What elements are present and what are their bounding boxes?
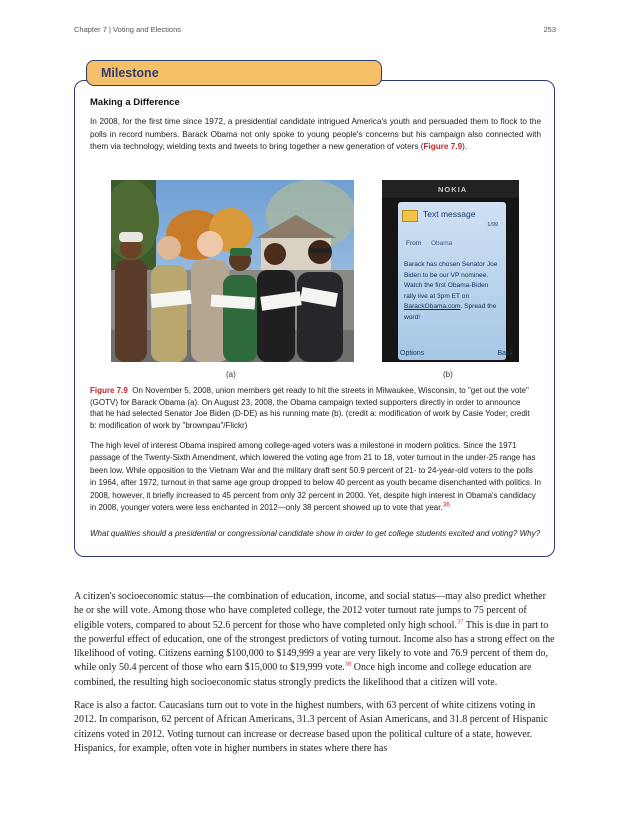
- figure-link[interactable]: Figure 7.9: [423, 142, 463, 152]
- intro-end: ).: [462, 142, 468, 152]
- message-text: Barack has chosen Senator Joe Biden to be our VP nominee. Watch the first Obama-Biden rally live at 3pm ET on: [404, 261, 498, 300]
- p1-text-c: Once high income and college education are combined, the resulting high socioeconomic status strongly predicts the likelihood that a citizen will vote.: [74, 662, 532, 688]
- message-from-row: [406, 240, 452, 247]
- message-header-title: Text message: [423, 209, 476, 219]
- phone-softkey-back: Back: [497, 350, 513, 357]
- message-header-bar: [398, 206, 506, 230]
- phone-top-bezel: [382, 180, 519, 198]
- photo-union-members: [111, 180, 354, 362]
- footnote-ref-37[interactable]: 37: [456, 618, 464, 626]
- phone-softkey-options: Options: [400, 350, 425, 357]
- milestone-body: [90, 440, 541, 514]
- paragraph-race: Race is also a factor. Caucasians turn out to vote in the highest numbers, with 63 percent of white citizens voting in 2012. In comparison, 62 percent of African Americans, 31.3 percent of Asian Americans, and 31.8 percent of Hispanic citizens voted in 2012. Voting turnout can increase or decrease based upon the political culture of a state, however. Hispanics, for example, often vote in higher numbers in states where there has: [74, 700, 549, 754]
- from-label: From: [406, 240, 422, 247]
- milestone-intro: [90, 116, 541, 154]
- milestone-tab: [86, 60, 382, 86]
- figure-caption-label: Figure 7.9: [90, 386, 128, 395]
- footnote-ref-36[interactable]: 36: [442, 501, 450, 509]
- message-body: [404, 260, 502, 323]
- phone-brand: NOKIA: [438, 185, 468, 194]
- paragraph-socioeconomic: [74, 590, 556, 690]
- p1-text-b: This is due in part to the powerful effect of education, one of the strongest predictors of voting turnout. Income also has a strong effect on the likelihood of voting. Citizens earning $100,000 to $149,999 a year are very likely to vote and 76.9 percent of them do, while only 50.4 percent of those who earn $15,000 to $19,999 vote.: [74, 619, 555, 674]
- photo-phone-text-message: [382, 180, 519, 362]
- footnote-ref-38[interactable]: 38: [344, 661, 352, 669]
- running-header-page-number: 253: [543, 25, 556, 34]
- milestone-tab-label: Milestone: [101, 66, 159, 80]
- figure-caption: [90, 385, 535, 431]
- message-text-end: . Spread the word!: [404, 303, 497, 321]
- intro-text: In 2008, for the first time since 1972, a presidential candidate intrigued America's youth and persuaded them to flock to the polls in record numbers. Barack Obama not only spoke to young people's concerns but his campaign also connected with them via technology, wielding texts and tweets to bring together a new generation of voters (: [90, 117, 541, 152]
- message-link[interactable]: BarackObama.com: [404, 303, 461, 310]
- milestone-subheading: Making a Difference: [90, 97, 180, 108]
- label-a: (a): [226, 370, 236, 379]
- milestone-body-text: The high level of interest Obama inspired among college-aged voters was a milestone in modern politics. Since the 1971 passage of the Twenty-Sixth Amendment, which lowered the voting age from 21 to 18, voter turnout in the under-25 range has been low. While opposition to the Vietnam War and the military draft sent 50.9 percent of 21- to 24-year-old voters to the polls in 1964, after 1972, turnout in that same age group dropped to below 40 percent as youth became disenchanted with politics. In 2008, however, it briefly increased to 45 percent from only 32 percent in 2000. Yet, despite high interest in Obama's candidacy in 2008, younger voters were less enchanted in 2012—only 38 percent showed up to vote that year.: [90, 441, 541, 513]
- phone-screen: [398, 202, 506, 360]
- p1-text-a: A citizen's socioeconomic status—the combination of education, income, and social status—may also predict whether he or she will vote. Among those who have completed college, the 2012 voter turnout rate jumps to 75 percent of eligible voters, compared to about 52.6 percent for those who have completed only high school.: [74, 591, 546, 631]
- running-header-chapter: Chapter 7 | Voting and Elections: [74, 25, 182, 34]
- from-name: Obama: [430, 240, 453, 247]
- envelope-icon: [402, 210, 418, 222]
- discussion-question: What qualities should a presidential or congressional candidate show in order to get college students excited and voting? Why?: [90, 529, 541, 538]
- figure-caption-text: On November 5, 2008, union members get ready to hit the streets in Milwaukee, Wisconsin, to "get out the vote" (GOTV) for Barack Obama (a). On August 23, 2008, the Obama campaign texted supporters directly in order to announce that he had selected Senator Joe Biden (D-DE) as his running mate (b). (credit a: modification of work by Casie Yoder; credit b: modification of work by "brownpau"/Flickr): [90, 386, 530, 430]
- label-b: (b): [443, 370, 453, 379]
- message-counter: 1/99: [487, 222, 498, 228]
- union-members-illustration: [111, 180, 354, 362]
